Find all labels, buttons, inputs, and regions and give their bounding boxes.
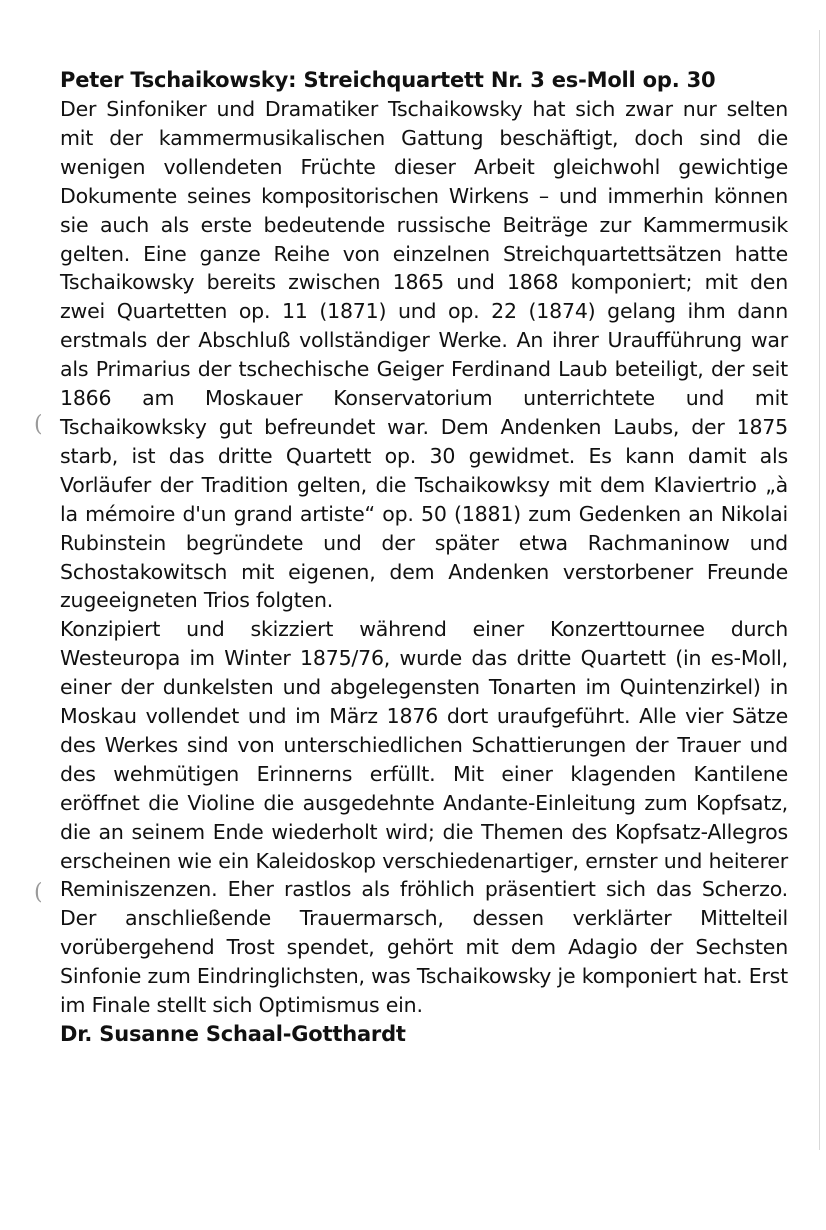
margin-bracket-mark: (: [34, 412, 43, 437]
article-paragraph-1: Der Sinfoniker und Dramatiker Tschaikowsky hat sich zwar nur selten mit der kammermusikalischen Gattung beschäftigt, doch sind die wenigen vollendeten Früchte dieser Arbeit gleichwohl gewichtige Dokumente seines kompositorischen Wirkens – und immerhin können sie auch als erste bedeutende russische Beiträge zur Kammermusik gelten. Eine ganze Reihe von einzelnen Streichquartettsätzen hatte Tschaikowsky bereits zwischen 1865 und 1868 komponiert; mit den zwei Quartetten op. 11 (1871) und op. 22 (1874) gelang ihm dann erstmals der Abschluß vollständiger Werke. An ihrer Uraufführung war als Primarius der tschechische Geiger Ferdinand Laub beteiligt, der seit 1866 am Moskauer Konservatorium unterrichtete und mit Tschaikowkskу gut befreundet war. Dem Andenken Laubs, der 1875 starb, ist das dritte Quartett op. 30 gewidmet. Es kann damit als Vorläufer der Tradition gelten, die Tschaikowksy mit dem Klaviertrio „à la mémoire d'un grand artiste“ op. 50 (1881) zum Gedenken an Nikolai Rubinstein begründete und der später etwa Rachmaninow und Schostakowitsch mit eigenen, dem Andenken verstorbener Freunde zugeeigneten Trios folgten.: [60, 97, 788, 613]
article-heading: Peter Tschaikowsky: Streichquartett Nr. 3 es-Moll op. 30: [60, 68, 716, 92]
page-edge-line: [819, 30, 820, 1150]
article-text-block: [60, 66, 788, 1049]
margin-bracket-mark: (: [34, 880, 43, 905]
article-paragraph-2: Konzipiert und skizziert während einer Konzerttournee durch Westeuropa im Winter 1875/76, wurde das dritte Quartett (in es-Moll, einer der dunkelsten und abgelegensten Tonarten im Quintenzirkel) in Moskau vollendet und im März 1876 dort uraufgeführt. Alle vier Sätze des Werkes sind von unterschiedlichen Schattierungen der Trauer und des wehmütigen Erinnerns erfüllt. Mit einer klagenden Kantilene eröffnet die Violine die ausgedehnte Andante-Einleitung zum Kopfsatz, die an seinem Ende wiederholt wird; die Themen des Kopfsatz-Allegros erscheinen wie ein Kaleidoskop verschiedenartiger, ernster und heiterer Reminiszenzen. Eher rastlos als fröhlich präsentiert sich das Scherzo. Der anschließende Trauermarsch, dessen verklärter Mittelteil vorübergehend Trost spendet, gehört mit dem Adagio der Sechsten Sinfonie zum Eindringlichsten, was Tschaikowsky je komponiert hat. Erst im Finale stellt sich Optimismus ein.: [60, 617, 788, 1018]
article-author: Dr. Susanne Schaal-Gotthardt: [60, 1022, 406, 1046]
